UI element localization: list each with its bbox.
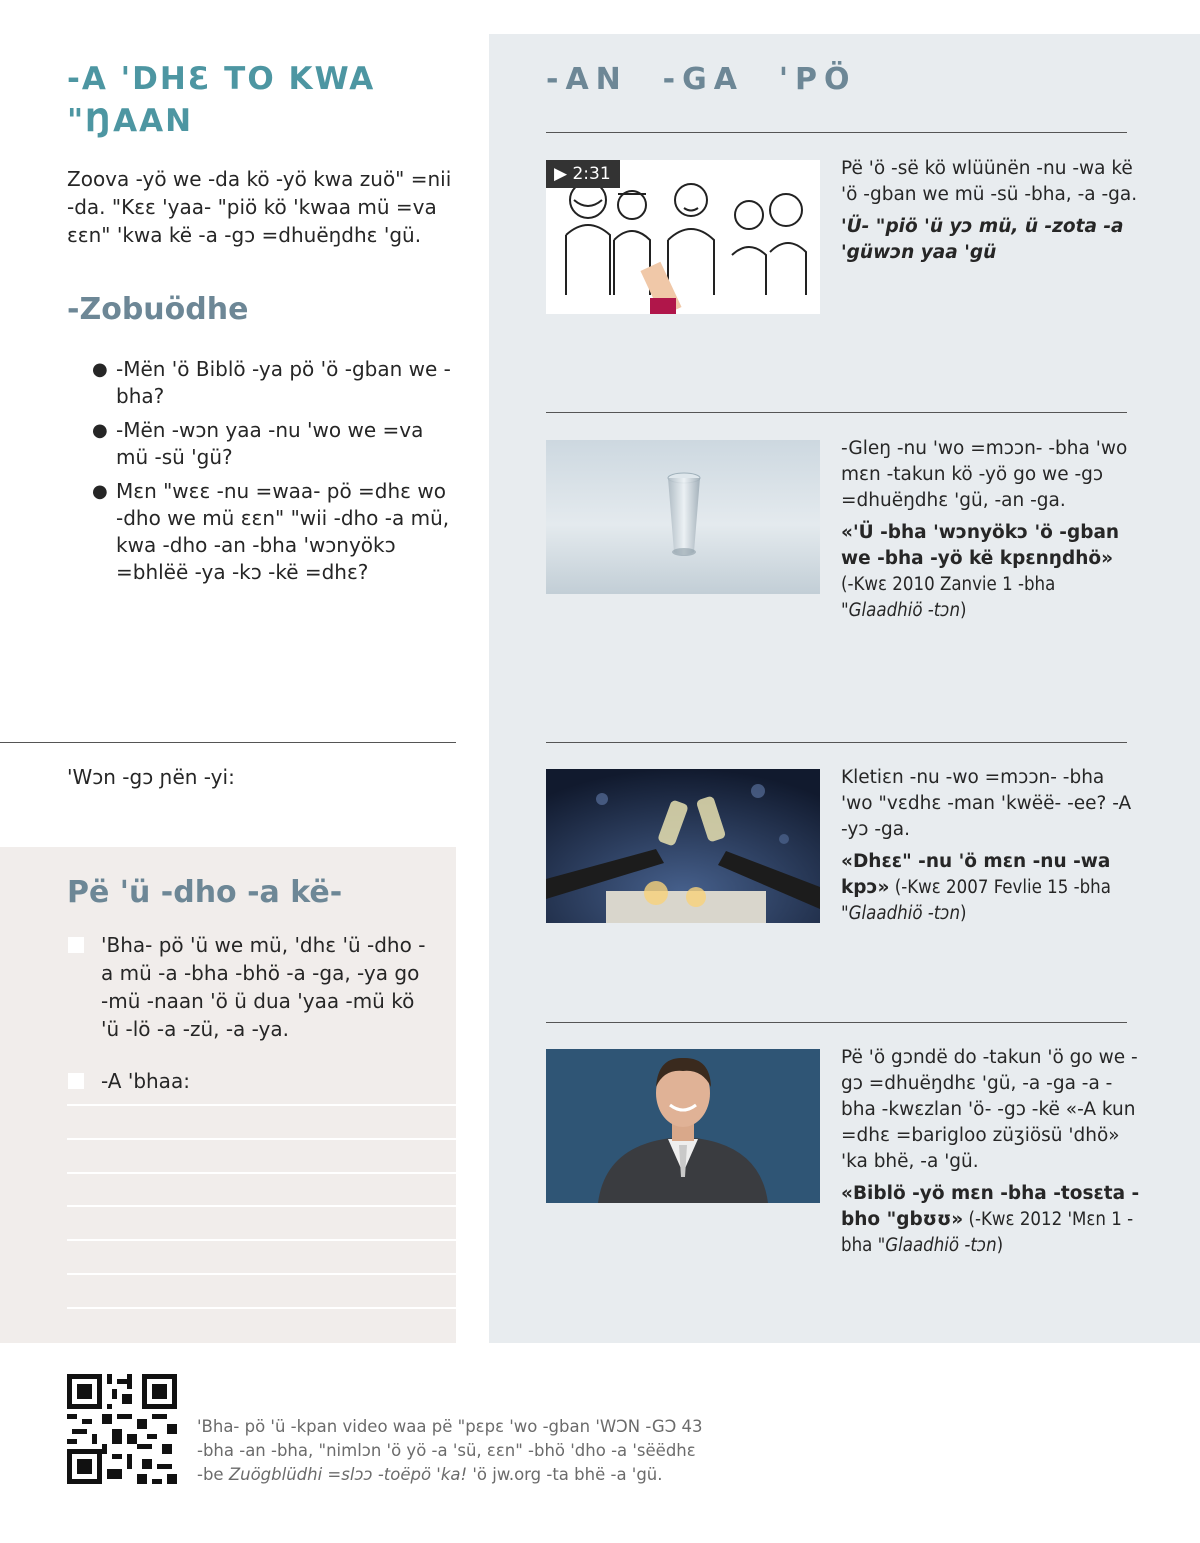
todo-box — [0, 847, 456, 1343]
writing-line[interactable] — [67, 1273, 456, 1275]
publication-name: "Glaadhiö -tɔn — [841, 903, 961, 924]
article-image-portrait[interactable] — [546, 1049, 820, 1203]
publication-ref — [841, 574, 1055, 621]
left-column — [0, 0, 456, 1343]
divider — [546, 1022, 1127, 1023]
article-image-toast[interactable] — [546, 769, 820, 923]
right-panel — [489, 34, 1200, 1343]
question-item — [92, 478, 457, 586]
publication-name: "Glaadhiö -tɔn — [841, 600, 961, 621]
intro-paragraph: Zoova -yö we -da kö -yö kwa zuö" =nii -da. "Kɛɛ 'yaa- "piö kö 'kwaa mü =va ɛɛn" 'kwa kë -a -gɔ =dhuëŋdhɛ 'gü. — [67, 167, 452, 247]
question-text: -Mën 'ö Biblö -ya pö 'ö -gban we -bha? — [116, 357, 451, 408]
writing-line[interactable] — [67, 1138, 456, 1140]
writing-line[interactable] — [67, 1307, 456, 1309]
entry-description: Pë 'ö gɔndë do -takun 'ö go we -gɔ =dhuëŋdhɛ 'gü, -a -ga -a -bha -kwɛzlan 'ö- -gɔ -kë «-A kun =dhɛ =barigloo züʒiösü 'dhö» 'ka bhë, -a 'gü. — [841, 1047, 1138, 1172]
footer-text-b: 'ö jw.org -ta bhë -a 'gü. — [467, 1465, 663, 1484]
notes-label: 'Wɔn -gɔ ɲën -yi: — [67, 765, 235, 789]
footer-line: 'Bha- pö 'ü -kpan video waa pë "pɛpɛ 'wo -gban 'WƆN -GƆ 43 — [197, 1417, 703, 1436]
bullet-icon: ● — [92, 481, 108, 502]
entry-link[interactable] — [841, 849, 1141, 927]
question-text: -Mën -wɔn yaa -nu 'wo we =va mü -sü 'gü? — [116, 418, 424, 469]
article-title[interactable]: «Biblö -yö mɛn -bha -tosɛta -bho "gbʊʊ» — [841, 1183, 1140, 1230]
qr-code-icon[interactable] — [67, 1374, 177, 1484]
divider — [546, 412, 1127, 413]
todo-text: -A 'bhaa: — [101, 1069, 190, 1093]
footer-note — [197, 1415, 717, 1487]
entry-link[interactable] — [841, 520, 1141, 624]
entry-link[interactable] — [841, 1181, 1141, 1259]
panel-title: -AN -GA 'PÖ — [546, 62, 857, 97]
page-title: -A 'DHƐ TO KWA "ŊAAN — [67, 61, 376, 139]
article-title[interactable]: «'Ü -bha 'wɔnyökɔ 'ö -gban we -bha -yö kë kpɛnŋdhö» — [841, 522, 1120, 569]
play-icon: ▶ 2:31 — [554, 164, 611, 184]
footer-book-title: Zuögblüdhi =slɔɔ -toëpö 'ka! — [228, 1465, 468, 1484]
question-list — [92, 356, 457, 593]
footer-text-a: -be — [197, 1465, 229, 1484]
bullet-icon: ● — [92, 420, 108, 441]
publication-date: (-Kwɛ 2007 Fevlie 15 -bha — [889, 877, 1111, 898]
bullet-icon: ● — [92, 359, 108, 380]
writing-line[interactable] — [67, 1104, 456, 1106]
todo-text: 'Bha- pö 'ü we mü, 'dhɛ 'ü -dho -a mü -a -bha -bhö -a -ga, -ya go -mü -naan 'ö ü dua 'yaa -mü kö 'ü -lö -a -zü, -a -ya. — [101, 933, 426, 1041]
publication-date: (-Kwɛ 2010 Zanvie 1 -bha — [841, 574, 1056, 595]
todo-item[interactable] — [68, 1067, 428, 1095]
checkbox-icon[interactable] — [68, 1073, 84, 1089]
writing-line[interactable] — [67, 1172, 456, 1174]
article-title[interactable]: «Dhɛɛ" -nu 'ö mɛn -nu -wa kpɔ» — [841, 851, 1111, 898]
entry-link[interactable]: 'Ü- "piö 'ü yɔ mü, ü -zota -a 'güwɔn yaa 'gü — [841, 216, 1124, 263]
entry-description: Kletiɛn -nu -wo =mɔɔn- -bha 'wo "vɛdhɛ -man 'kwëë- -ee? -A -yɔ -ga. — [841, 767, 1132, 840]
todo-item[interactable] — [68, 931, 428, 1043]
todo-heading: Pë 'ü -dho -a kë- — [67, 875, 343, 910]
question-item — [92, 417, 457, 471]
checkbox-icon[interactable] — [68, 937, 84, 953]
footer-line: -bha -an -bha, "nimlɔn 'ö yö -a 'sü, ɛɛn" -bhö 'dho -a 'sëëdhɛ — [197, 1441, 696, 1460]
publication-close: ) — [996, 1235, 1004, 1256]
questions-heading: -Zobuödhe — [67, 292, 249, 327]
entry-description: Pë 'ö -së kö wlüünën -nu -wa kë 'ö -gban we mü -sü -bha, -a -ga. — [841, 158, 1138, 205]
publication-date: (-Kwɛ 2012 'Mɛn 1 -bha — [841, 1209, 1134, 1256]
video-duration-badge — [546, 160, 620, 188]
question-item — [92, 356, 457, 410]
divider — [546, 132, 1127, 133]
article-image-glass[interactable] — [546, 440, 820, 594]
question-text: Mɛn "wɛɛ -nu =waa- pö =dhɛ wo -dho we mü ɛɛn" "wii -dho -a mü, kwa -dho -an -bha 'wɔnyökɔ =bhlëë -ya -kɔ -kë =dhɛ? — [116, 479, 450, 584]
writing-line[interactable] — [67, 1205, 456, 1207]
entry-description: -Gleŋ -nu 'wo =mɔɔn- -bha 'wo mɛn -takun kö -yö go we -gɔ =dhuëŋdhɛ 'gü, -an -ga. — [841, 438, 1128, 511]
footer-line — [197, 1463, 717, 1487]
publication-close: ) — [960, 903, 967, 924]
publication-name: "Glaadhiö -tɔn — [877, 1235, 997, 1256]
divider — [546, 742, 1127, 743]
video-thumbnail[interactable] — [546, 160, 820, 314]
writing-line[interactable] — [67, 1239, 456, 1241]
publication-close: ) — [960, 600, 967, 621]
divider — [0, 742, 456, 743]
